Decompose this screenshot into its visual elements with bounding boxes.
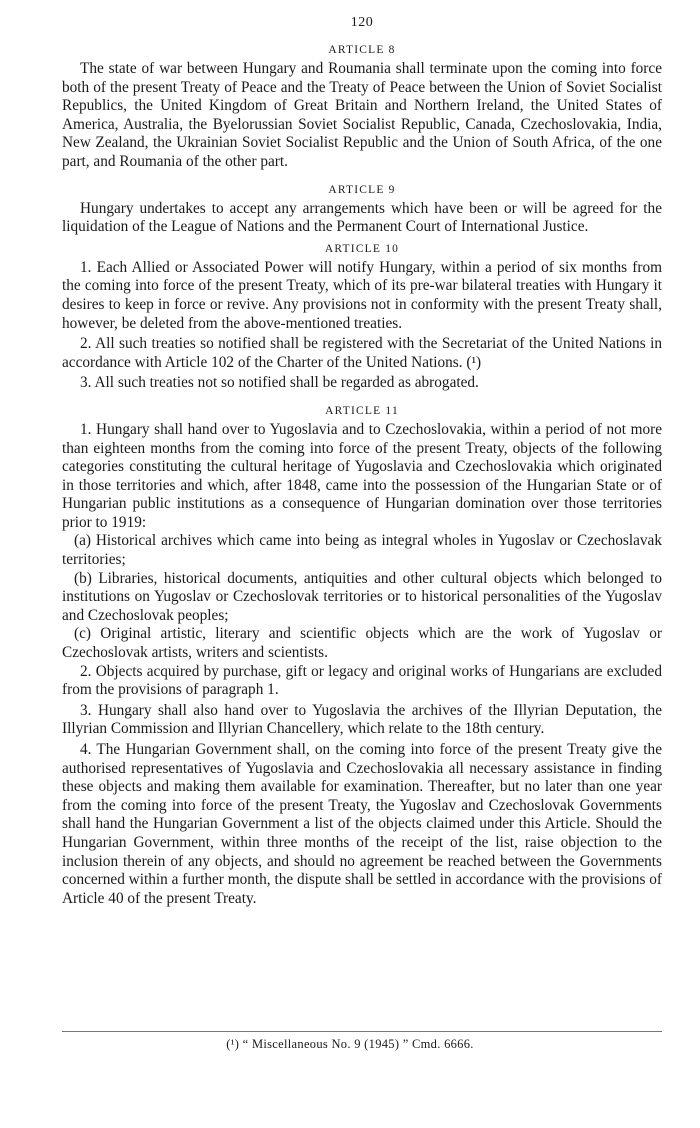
footnote: (¹) “ Miscellaneous No. 9 (1945) ” Cmd. 6666.: [226, 1037, 474, 1051]
article-paragraph: 2. Objects acquired by purchase, gift or legacy and original works of Hungarians are excluded from the provisions of paragraph 1.: [62, 662, 662, 699]
article-subparagraph: (b) Libraries, historical documents, antiquities and other cultural objects which belonged to institutions on Yugoslav or Czechoslovak territories or to historical personalities of the Yugoslav and Czechoslovak peoples;: [62, 569, 662, 624]
article-paragraph: The state of war between Hungary and Roumania shall terminate upon the coming into force both of the present Treaty of Peace and the Treaty of Peace between the Union of Soviet Socialist Republics, the United Kingdom of Great Britain and Northern Ireland, the United States of America, Australia, the Byelorussian Soviet Socialist Republic, Canada, Czechoslovakia, India, New Zealand, the Ukrainian Soviet Socialist Republic and the Union of South Africa, of the one part, and Roumania of the other part.: [62, 60, 662, 170]
article-paragraph: Hungary undertakes to accept any arrangements which have been or will be agreed for the liquidation of the League of Nations and the Permanent Court of International Justice.: [62, 199, 662, 236]
document-page: [62, 14, 662, 908]
article-8: [62, 42, 662, 172]
article-heading: ARTICLE 10: [324, 242, 400, 255]
article-subparagraph: (c) Original artistic, literary and scientific objects which are the work of Yugoslav or Czechoslovak artists, writers and scientists.: [62, 625, 662, 662]
article-10: [62, 241, 662, 393]
article-paragraph: 1. Hungary shall hand over to Yugoslavia and to Czechoslovakia, within a period of not more than eighteen months from the coming into force of the present Treaty, objects of the following categories constituting the cultural heritage of Yugoslavia and Czechoslovakia which originated in those territories and which, after 1848, came into the possession of the Hungarian State or of Hungarian public institutions as a consequence of Hungarian domination over those territories prior to 1919:: [62, 420, 662, 531]
article-paragraph: 3. All such treaties not so notified shall be regarded as abrogated.: [80, 374, 479, 392]
article-subparagraph: (a) Historical archives which came into being as integral wholes in Yugoslav or Czechoslavak territories;: [62, 532, 662, 569]
article-paragraph: 1. Each Allied or Associated Power will notify Hungary, within a period of six months from the coming into force of the present Treaty, which of its pre-war bilateral treaties with Hungary it desires to keep in force or revive. Any provisions not in conformity with the present Treaty shall, however, be deleted from the above-mentioned treaties.: [62, 258, 662, 332]
article-paragraph: 2. All such treaties so notified shall be registered with the Secretariat of the United Nations in accordance with Article 102 of the Charter of the United Nations. (¹): [62, 335, 662, 371]
article-paragraph: 4. The Hungarian Government shall, on the coming into force of the present Treaty give the authorised representatives of Yugoslavia and Czechoslovakia all necessary assistance in finding these objects and making them available for examination. Thereafter, but no later than one year from the coming into force of the present Treaty, the Yugoslav and Czechoslovak Governments shall hand the Hungarian Government a list of the objects claimed under this Article. Should the Hungarian Government, within three months of the receipt of the list, raise objection to the inclusion therein of any objects, and should no agreement be reached between the Governments concerned within a further month, the dispute shall be settled in accordance with the provisions of Article 40 of the present Treaty.: [62, 741, 662, 907]
page-number: 120: [350, 15, 374, 30]
article-heading: ARTICLE 11: [325, 404, 399, 417]
article-11: [62, 403, 662, 908]
article-paragraph: 3. Hungary shall also hand over to Yugoslavia the archives of the Illyrian Deputation, the Illyrian Commission and Illyrian Chancellery, which relate to the 18th century.: [62, 701, 662, 738]
article-heading: ARTICLE 9: [328, 183, 396, 196]
footnote-divider: [62, 1031, 662, 1032]
article-heading: ARTICLE 8: [328, 44, 396, 56]
article-9: [62, 182, 662, 237]
